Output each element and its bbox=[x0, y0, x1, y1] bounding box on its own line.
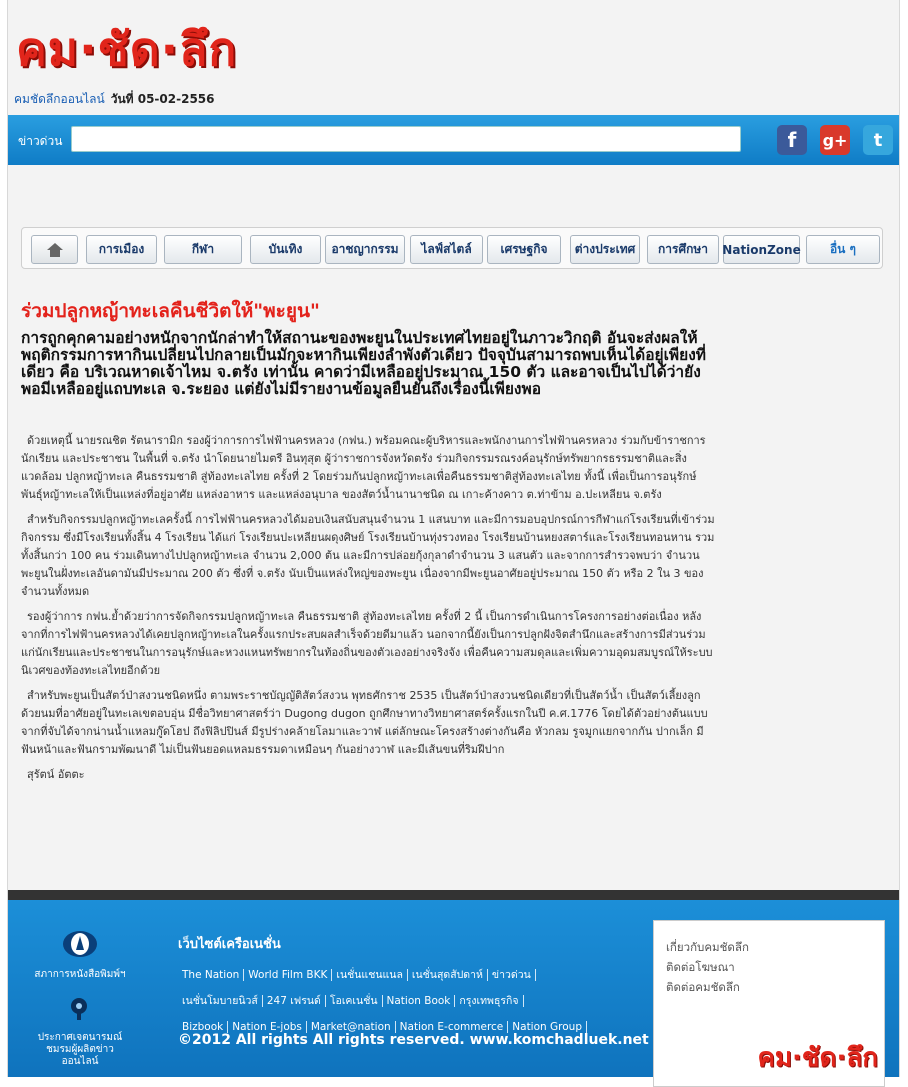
page bbox=[7, 0, 900, 1077]
twitter-icon[interactable]: t bbox=[863, 125, 893, 155]
network-link[interactable]: Nation Group bbox=[508, 1021, 587, 1033]
article-lead: การถูกคุกคามอย่างหนักจากนักล่าทำให้สถานะของพะยูนในประเทศไทยอยู่ในภาวะวิกฤติ อันจะส่งผลให้พฤติกรรมการหากินเปลี่ยนไปกลายเป็นมักจะหากินเพียงลำพังตัวเดียว ปัจจุบันสามารถพบเห็นได้อยู่เพียงที่เดียว คือ บริเวณหาดเจ้าไหม จ.ตรัง เท่านั้น คาดว่ามีเหลืออยู่ประมาณ 150 ตัว และอาจเป็นไปได้ว่ายังพอมีเหลืออยู่แถบทะเล จ.ระยอง แต่ยังไม่มีรายงานข้อมูลยืนยันถึงเรื่องนี้เพียงพอ bbox=[21, 329, 706, 398]
article-body bbox=[21, 432, 716, 791]
network-link[interactable]: The Nation bbox=[178, 969, 244, 981]
network-link[interactable]: โอเคเนชั่น bbox=[326, 995, 383, 1007]
network-link[interactable]: Nation E-jobs bbox=[228, 1021, 307, 1033]
footer-logo: คม·ชัด·ลึก bbox=[757, 1043, 878, 1073]
home-button[interactable] bbox=[31, 235, 78, 264]
network-title: เว็บไซต์เครือเนชั่น bbox=[178, 937, 281, 952]
menu-item-more[interactable]: อื่น ๆ bbox=[806, 235, 880, 264]
online-news-club-link[interactable] bbox=[30, 996, 130, 1068]
press-council-link[interactable] bbox=[30, 930, 130, 982]
article-paragraph: สำหรับกิจกรรมปลูกหญ้าทะเลครั้งนี้ การไฟฟ้านครหลวงได้มอบเงินสนับสนุนจำนวน 1 แสนบาท และมีการมอบอุปกรณ์การกีฬาแก่โรงเรียนที่เข้าร่วมกิจกรรม ซึ่งมีโรงเรียนทั้งสิ้น 4 โรงเรียน ได้แก่ โรงเรียนปะเหลียนผดุงศิษย์ โรงเรียนบ้านทุ่งรวงทอง โรงเรียนบ้านหยงสตาร์และโรงเรียนทอนหาน รวมทั้งสิ้นกว่า 100 คน ร่วมเดินทางไปปลูกหญ้าทะเล จำนวน 2,000 ต้น และมีการปล่อยกุ้งกุลาดำจำนวน 3 แสนตัว และจากการสำรวจพบว่า จำนวนพะยูนในฝั่งทะเลอันดามันมีประมาณ 200 ตัว ซึ่งที่ จ.ตรัง นับเป็นแหล่งใหญ่ของพะยูน เนื่องจากมีพะยูนอาศัยอยู่ประมาณ 150 ตัว หรือ 2 ใน 3 ของจำนวนทั้งหมด bbox=[21, 513, 715, 598]
network-links-row bbox=[178, 962, 618, 988]
facebook-icon[interactable]: f bbox=[777, 125, 807, 155]
network-sites bbox=[178, 933, 618, 1040]
menu-item-foreign[interactable]: ต่างประเทศ bbox=[570, 235, 640, 264]
article-paragraph: สำหรับพะยูนเป็นสัตว์ป่าสงวนชนิดหนึ่ง ตามพระราชบัญญัติสัตว์สงวน พุทธศักราช 2535 เป็นสัตว์ป่าสงวนชนิดเดียวที่เป็นสัตว์น้ำ เป็นสัตว์เลี้ยงลูกด้วยนมที่อาศัยอยู่ในทะเลเขตอบอุ่น มีชื่อวิทยาศาสตร์ว่า Dugong dugon ถูกศึกษาทางวิทยาศาสตร์ครั้งแรกในปี ค.ศ.1776 โดยได้ตัวอย่างต้นแบบจากที่จับได้จากน่านน้ำแหลมกู๊ดโฮป ถึงฟิลิปปินส์ มีรูปร่างคล้ายโลมาและวาฬ แต่ลักษณะโครงสร้างต่างกันคือ หัวกลม รูจมูกแยกจากกัน ปากเล็ก มีฟันหน้าและฟันกรามพัฒนาดี ไม่เป็นฟันยอดแหลมธรรมดาเหมือนๆ กันอย่างวาฬ และมีเส้นขนที่ริมฝีปาก bbox=[21, 689, 708, 756]
network-link[interactable]: เนชั่นโมบายนิวส์ bbox=[178, 995, 263, 1007]
about-link[interactable]: เกี่ยวกับคมชัดลึก bbox=[666, 940, 749, 954]
online-news-club-label: ประกาศเจตนารมณ์ ชมรมผู้ผลิตข่าวออนไลน์ bbox=[37, 1032, 123, 1067]
info-box bbox=[653, 920, 885, 1087]
site-info-bar bbox=[14, 90, 215, 109]
menu-item-lifestyle[interactable]: ไลฟ์สไตล์ bbox=[410, 235, 483, 264]
network-link[interactable]: เนชั่นแชนแนล bbox=[332, 969, 408, 981]
site-logo[interactable] bbox=[16, 22, 237, 77]
article-paragraph: รองผู้ว่าการ กฟน.ย้ำด้วยว่าการจัดกิจกรรมปลูกหญ้าทะเล คืนธรรมชาติ สู่ท้องทะเลไทย ครั้งที่ 2 นี้ เป็นการดำเนินการโครงการอย่างต่อเนื่อง หลังจากที่การไฟฟ้านครหลวงได้เคยปลูกหญ้าทะเลในครั้งแรกประสบผลสำเร็จด้วยดีมาแล้ว นอกจากนี้ยังเป็นการปลูกฝังจิตสำนึกและสร้างการมีส่วนร่วมแก่นักเรียนและประชาชนในการอนุรักษ์และหวงแหนทรัพยากรในท้องถิ่นของตัวเองอย่างจริงจัง เพื่อคืนความสมดุลและเพิ่มความอุดมสมบูรณ์ให้ระบบนิเวศของท้องทะเลไทยอีกด้วย bbox=[21, 610, 713, 677]
footer bbox=[8, 890, 899, 1077]
menu-item-economy[interactable]: เศรษฐกิจ bbox=[487, 235, 561, 264]
copyright-text: ©2012 All rights All rights reserved. www.komchadluek.net bbox=[178, 1032, 649, 1048]
menu-item-nationzone[interactable]: NationZone bbox=[723, 235, 800, 264]
article-paragraph: ด้วยเหตุนี้ นายรณชิต รัตนารามิก รองผู้ว่าการการไฟฟ้านครหลวง (กฟน.) พร้อมคณะผู้บริหารและพนักงานการไฟฟ้านครหลวง ร่วมกับข้าราชการ นักเรียน และประชาชน ในพื้นที่ จ.ตรัง นำโดยนายไมตรี อินทุสุต ผู้ว่าราชการจังหวัดตรัง ร่วมกิจกรรมรณรงค์อนุรักษ์ทรัพยากรธรรมชาติและสิ่งแวดล้อม ปลูกหญ้าทะเล คืนธรรมชาติ สู่ท้องทะเลไทย ครั้งที่ 2 โดยร่วมกันปลูกหญ้าทะเลเพื่อคืนธรรมชาติสู่ท้องทะเลไทย ทั้งนี้ เพื่อเป็นการอนุรักษ์พันธุ์หญ้าทะเลให้เป็นแหล่งที่อยู่อาศัย แหล่งอาหาร และแหล่งอนุบาล ของสัตว์น้ำนานาชนิด ณ เกาะค้างคาว ต.ท่าข้าม อ.ปะเหลียน จ.ตรัง bbox=[21, 434, 706, 501]
article-author: สุรัตน์ อัตตะ bbox=[27, 768, 85, 781]
main-menu bbox=[21, 227, 883, 269]
date-text: วันที่ 05-02-2556 bbox=[110, 92, 215, 106]
press-council-label: สภาการหนังสือพิมพ์ฯ bbox=[34, 969, 126, 980]
menu-item-education[interactable]: การศึกษา bbox=[647, 235, 719, 264]
network-link[interactable]: Nation Book bbox=[383, 995, 456, 1007]
network-link[interactable]: ข่าวด่วน bbox=[488, 969, 536, 981]
breaking-news-ticker[interactable] bbox=[71, 126, 741, 152]
logo-text: คม·ชัด·ลึก bbox=[16, 22, 238, 76]
online-news-club-icon bbox=[67, 996, 93, 1022]
contact-link[interactable]: ติดต่อคมชัดลึก bbox=[666, 980, 740, 994]
menu-item-politics[interactable]: การเมือง bbox=[86, 235, 157, 264]
advertise-link[interactable]: ติดต่อโฆษณา bbox=[666, 960, 735, 974]
network-link[interactable]: 247 เฟรนด์ bbox=[263, 995, 326, 1007]
network-link[interactable]: กรุงเทพธุรกิจ bbox=[455, 995, 523, 1007]
press-council-icon bbox=[62, 930, 98, 958]
network-link[interactable]: Nation E-commerce bbox=[396, 1021, 509, 1033]
site-name-link[interactable]: คมชัดลึกออนไลน์ bbox=[14, 92, 105, 106]
menu-item-entertainment[interactable]: บันเทิง bbox=[250, 235, 321, 264]
menu-item-crime[interactable]: อาชญากรรม bbox=[325, 235, 405, 264]
breaking-news-bar bbox=[8, 115, 899, 165]
network-link[interactable]: เนชั่นสุดสัปดาห์ bbox=[408, 969, 488, 981]
breaking-news-label: ข่าวด่วน bbox=[18, 134, 63, 148]
menu-item-sports[interactable]: กีฬา bbox=[164, 235, 242, 264]
home-icon bbox=[45, 241, 65, 259]
network-link[interactable]: Bizbook bbox=[178, 1021, 228, 1033]
network-links-row bbox=[178, 988, 618, 1014]
network-link[interactable]: Market@nation bbox=[307, 1021, 396, 1033]
google-plus-icon[interactable]: g+ bbox=[820, 125, 850, 155]
network-link[interactable]: World Film BKK bbox=[244, 969, 332, 981]
article-headline: ร่วมปลูกหญ้าทะเลคืนชีวิตให้"พะยูน" bbox=[21, 300, 320, 322]
